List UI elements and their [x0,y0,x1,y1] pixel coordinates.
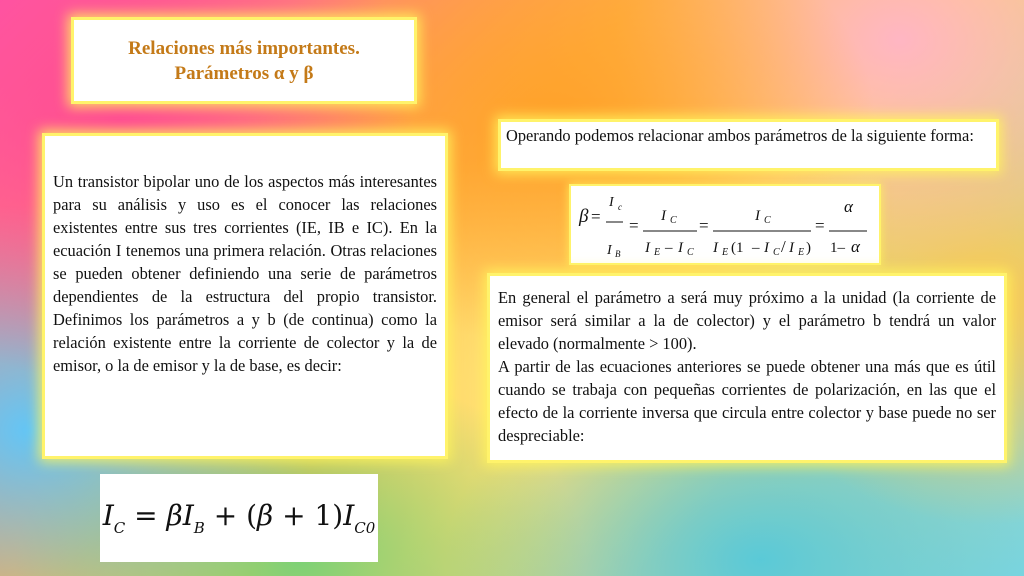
beta-symbol: β [579,206,589,227]
equals-4: = [815,216,825,235]
right-bottom-panel [490,276,1004,460]
den-ib-sub: B [615,249,621,259]
right-top-paragraph: Operando podemos relacionar ambos parámetros de la siguiente forma: [506,126,974,145]
ic-eq-i3: I [343,499,355,532]
beta-alpha-formula [571,186,879,263]
den-ie-2: I [713,240,718,256]
den-ie-1: I [645,240,650,256]
num-ic-2-sub: C [670,215,677,226]
den-ib: I [607,243,612,258]
num-ic-3-sub: C [764,215,771,226]
right-top-panel [501,122,996,168]
left-paragraph: Un transistor bipolar uno de los aspectos más interesantes para su análisis y uso es el conocer las relaciones existentes entre sus tres corrientes (IE, IB e IC). En la ecuación I tenemos una primera relación. Otras relaciones se pueden obtener definiendo una serie de parámetros dependientes de la estructura del propio transistor. Definimos los parámetros a y b (de continua) como la relación existente entre la corriente de colector y la de emisor, o la de emisor y la de base, es decir: [53,172,437,375]
title-line-1: Relaciones más importantes. [128,37,360,59]
ic-equation [103,499,376,537]
num-ic-1-sub: c [618,202,622,212]
alpha-num: α [844,197,853,216]
den-ie-3-sub: E [798,247,805,258]
ic-eq-b: B [193,519,205,537]
ic-eq-beta: β [166,499,183,532]
equals-3: = [699,216,709,235]
den-slash: / [781,237,786,256]
den-ie-3: I [789,240,794,256]
num-ic-3: I [755,208,760,224]
ic-eq-plus: + ( [204,499,257,532]
ic-formula [100,474,378,562]
one-minus: 1– [830,240,845,256]
den-one: (1 [731,240,744,256]
right-bottom-paragraph-1: En general el parámetro a será muy próximo a la unidad (la corriente de emisor será similar a la de colector) y el parámetro b tendrá un valor elevado (normalmente > 100). [498,288,996,353]
den-ic-2: I [764,240,769,256]
den-ic-1-sub: C [687,247,694,258]
den-ic-1: I [678,240,683,256]
ic-eq-equals: = [125,499,167,532]
ic-eq-i2: I [182,499,194,532]
equals-2: = [629,216,639,235]
alpha-den: α [851,237,860,256]
den-minus-1: – [665,240,673,256]
title-box [74,20,414,101]
ic-eq-c1: C [113,519,126,537]
num-ic-2: I [661,208,666,224]
left-text-panel [45,136,445,456]
den-ie-2-sub: E [722,247,729,258]
equals-1: = [591,207,601,226]
beta-alpha-formula-svg [571,186,879,263]
num-ic-1: I [609,195,614,210]
ic-eq-c0: C0 [354,519,376,537]
den-ie-1-sub: E [654,247,661,258]
den-ic-2-sub: C [773,247,780,258]
right-bottom-paragraph-2: A partir de las ecuaciones anteriores se puede obtener una más que es útil cuando se trabaja con pequeñas corrientes de polarización, en las que el efecto de la corriente inversa que circula entre colector y base puede no ser despreciable: [498,357,996,445]
den-minus-2: – [752,240,760,256]
ic-eq-plus1: + 1) [273,499,344,532]
ic-eq-i1: I [102,499,114,532]
den-close: ) [806,240,811,256]
title-line-2: Parámetros α y β [174,62,314,84]
ic-eq-beta2: β [257,499,274,532]
